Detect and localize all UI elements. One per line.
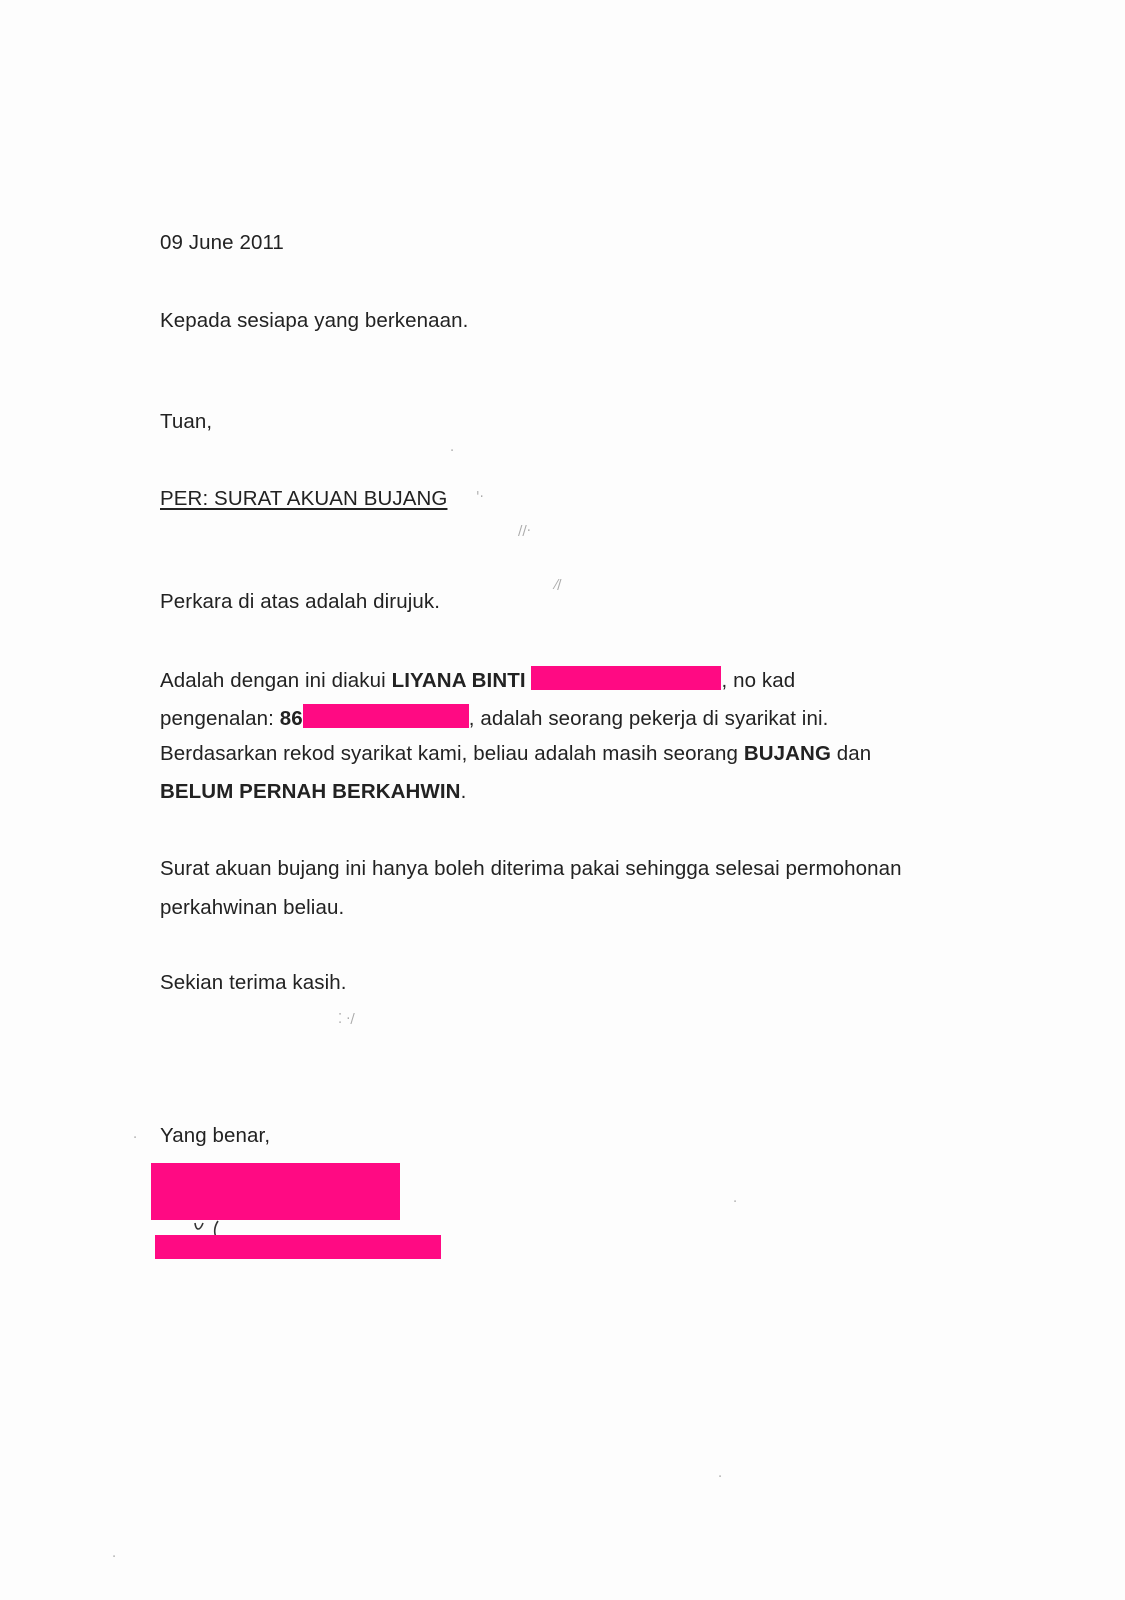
para1-line4-suffix: . <box>460 780 467 803</box>
para1-line4 <box>160 780 466 804</box>
redacted-surname <box>531 666 721 690</box>
signoff-line: Yang benar, <box>160 1124 271 1147</box>
status-bujang: BUJANG <box>743 742 831 765</box>
scan-speck: · <box>133 1131 138 1146</box>
scan-speck: '· <box>476 490 484 505</box>
para1-line1-suffix: , no kad <box>721 669 796 692</box>
para1-line2 <box>160 704 828 731</box>
para2-line1: Surat akuan bujang ini hanya boleh diterima pakai sehingga selesai permohonan <box>160 857 902 880</box>
status-belum-berkahwin: BELUM PERNAH BERKAHWIN <box>160 780 461 803</box>
letter-salutation: Tuan, <box>160 410 213 433</box>
scan-speck: · <box>450 444 455 459</box>
para1-line2-prefix: pengenalan: <box>160 707 280 730</box>
para1-line3-prefix: Berdasarkan rekod syarikat kami, beliau adalah masih seorang <box>160 742 744 765</box>
para1-line1-prefix: Adalah dengan ini diakui <box>160 669 392 692</box>
para2-line2: perkahwinan beliau. <box>160 896 345 919</box>
redacted-signatory-name <box>155 1235 441 1259</box>
para1-line3 <box>160 742 871 766</box>
redacted-ic-number <box>303 704 469 728</box>
letter-subject: PER: SURAT AKUAN BUJANG <box>160 487 448 510</box>
letter-date: 09 June 2011 <box>160 231 284 254</box>
scan-speck: ⁚ ·/ <box>338 1012 355 1027</box>
ic-number-visible: 86 <box>279 707 303 730</box>
reference-line: Perkara di atas adalah dirujuk. <box>160 590 441 613</box>
scan-speck: ⁄/ <box>555 578 562 593</box>
para1-line1 <box>160 666 795 693</box>
scan-speck: · <box>112 1550 117 1565</box>
scan-speck: · <box>733 1195 738 1210</box>
employee-name-visible: LIYANA BINTI <box>391 669 532 692</box>
letter-recipient: Kepada sesiapa yang berkenaan. <box>160 309 469 332</box>
redacted-signature <box>151 1163 400 1220</box>
scan-speck: · <box>718 1470 723 1485</box>
scan-speck: //· <box>518 524 531 539</box>
para1-line2-suffix: , adalah seorang pekerja di syarikat ini. <box>468 707 829 730</box>
closing-line: Sekian terima kasih. <box>160 971 347 994</box>
para1-line3-suffix: dan <box>831 742 872 765</box>
